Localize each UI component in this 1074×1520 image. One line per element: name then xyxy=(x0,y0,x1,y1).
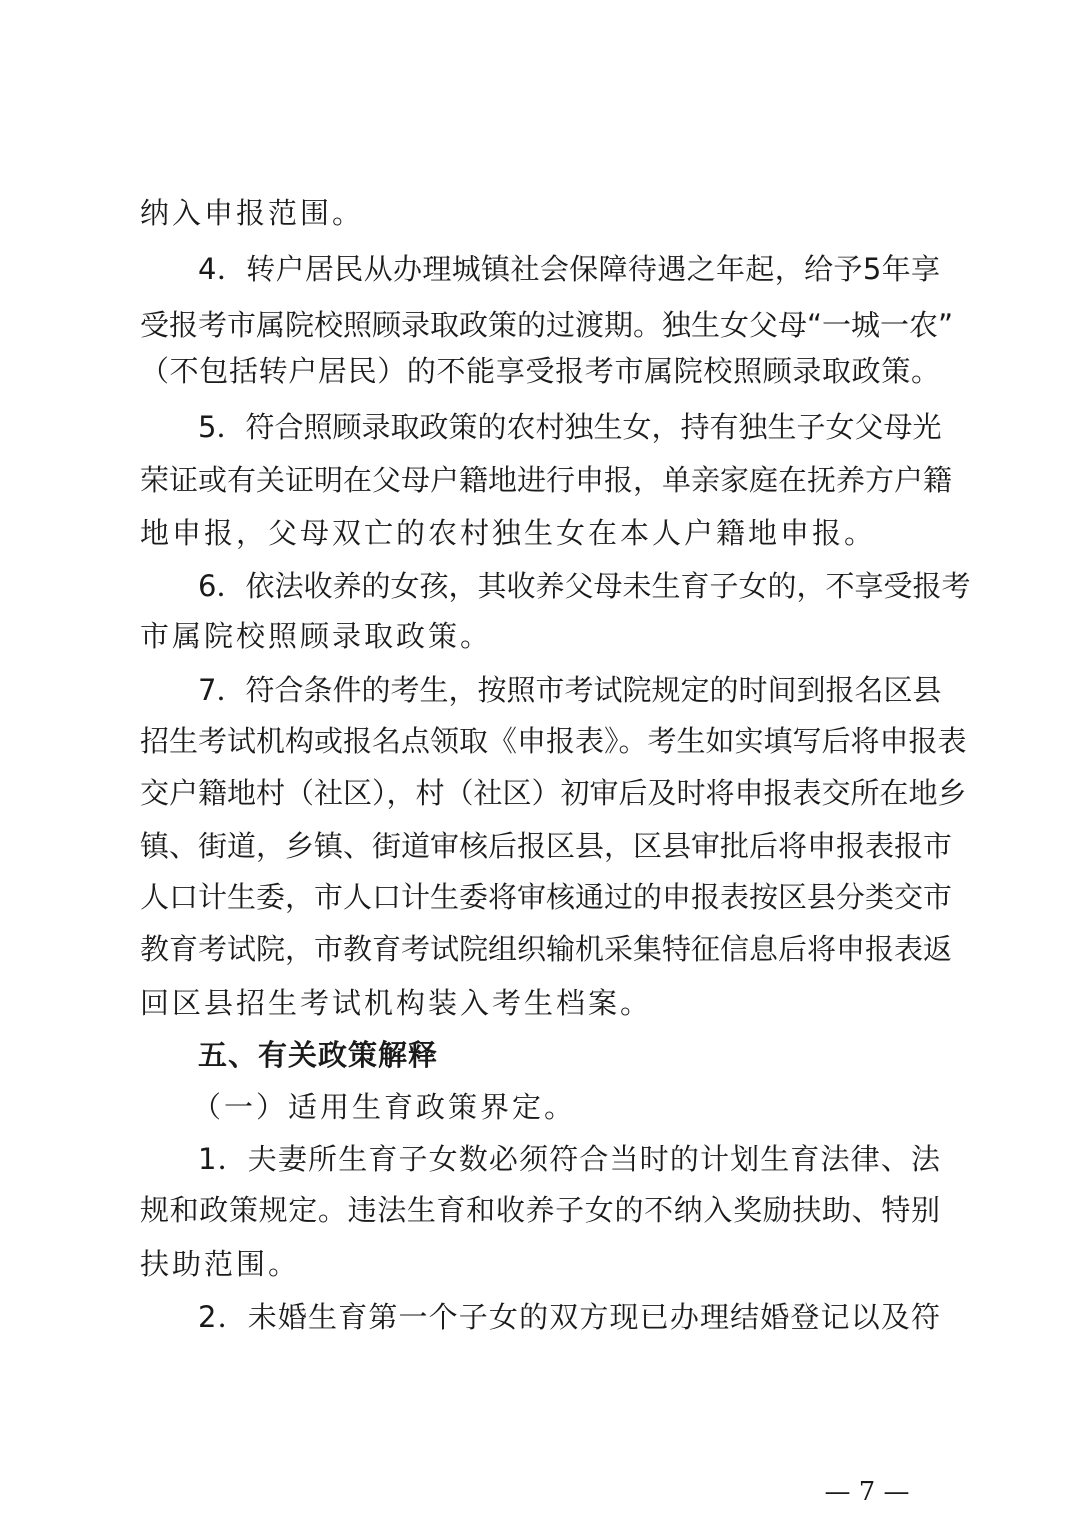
text-line: （不包括转户居民）的不能享受报考市属院校照顾录取政策。 xyxy=(140,354,940,388)
section-heading: 五、有关政策解释 xyxy=(198,1038,439,1072)
text-line: 扶助范围。 xyxy=(140,1247,301,1281)
text-line: 人口计生委，市人口计生委将审核通过的申报表按区县分类交市 xyxy=(140,880,953,914)
text-line: 1．夫妻所生育子女数必须符合当时的计划生育法律、法 xyxy=(198,1142,940,1176)
text-line: 教育考试院，市教育考试院组织输机采集特征信息后将申报表返 xyxy=(140,932,953,966)
text-line: 5．符合照顾录取政策的农村独生女，持有独生子女父母光 xyxy=(198,410,942,444)
text-line: 6．依法收养的女孩，其收养父母未生育子女的，不享受报考 xyxy=(198,569,971,603)
text-line: 受报考市属院校照顾录取政策的过渡期。独生女父母“一城一农” xyxy=(140,308,954,342)
text-line: 2．未婚生育第一个子女的双方现已办理结婚登记以及符 xyxy=(198,1300,940,1334)
text-line: 交户籍地村（社区），村（社区）初审后及时将申报表交所在地乡 xyxy=(140,776,967,810)
page-number: — 7 — xyxy=(824,1477,910,1507)
text-line: 7．符合条件的考生，按照市考试院规定的时间到报名区县 xyxy=(198,673,942,707)
text-line: 市属院校照顾录取政策。 xyxy=(140,619,493,653)
text-line: 荣证或有关证明在父母户籍地进行申报，单亲家庭在抚养方户籍 xyxy=(140,463,953,497)
subsection-heading: （一）适用生育政策界定。 xyxy=(192,1090,577,1124)
text-line: 招生考试机构或报名点领取《申报表》。考生如实填写后将申报表 xyxy=(140,724,967,758)
text-line: 规和政策规定。违法生育和收养子女的不纳入奖励扶助、特别 xyxy=(140,1193,940,1227)
text-line: 4．转户居民从办理城镇社会保障待遇之年起，给予5年享 xyxy=(198,252,940,286)
text-line: 地申报，父母双亡的农村独生女在本人户籍地申报。 xyxy=(140,516,877,550)
text-line: 镇、街道，乡镇、街道审核后报区县，区县审批后将申报表报市 xyxy=(140,829,953,863)
text-line: 纳入申报范围。 xyxy=(140,196,365,230)
text-line: 回区县招生考试机构装入考生档案。 xyxy=(140,986,653,1020)
